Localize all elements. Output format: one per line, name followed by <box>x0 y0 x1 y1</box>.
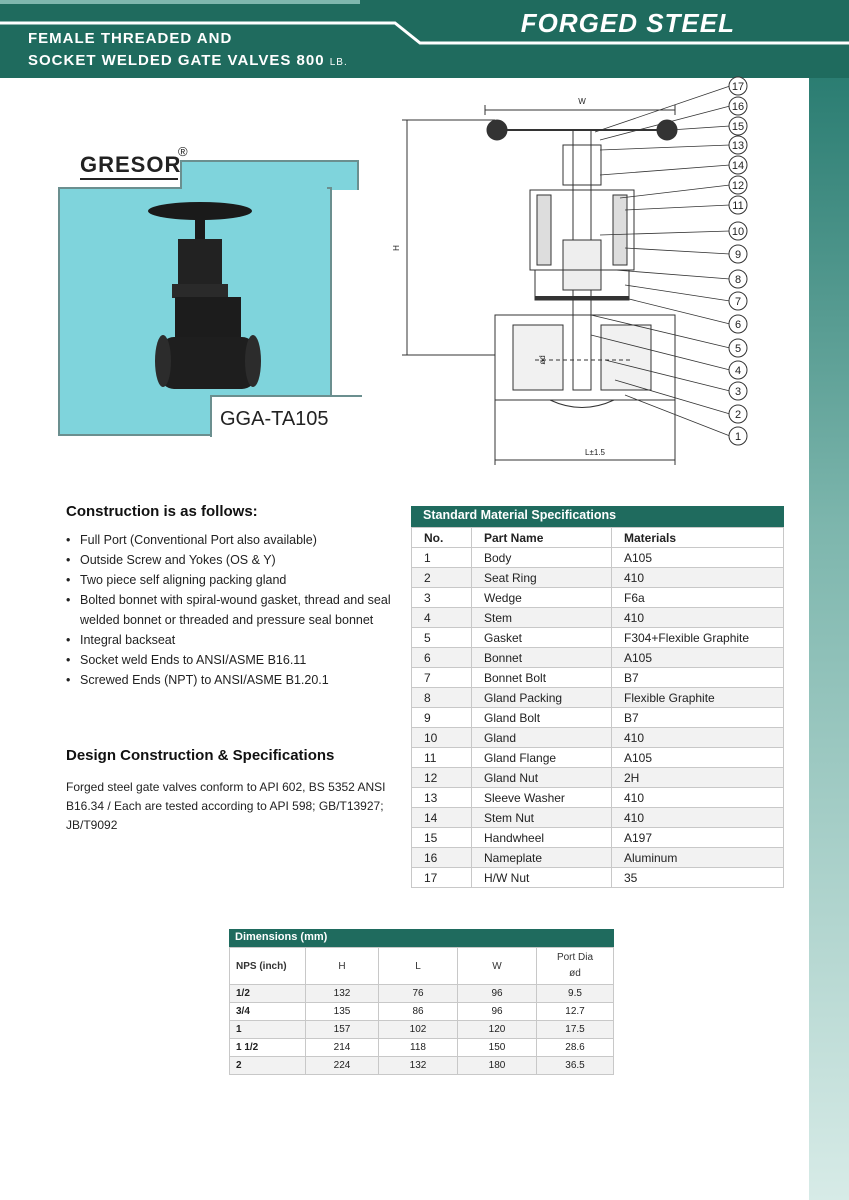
table-cell: 15 <box>412 828 472 848</box>
table-row <box>230 1057 614 1075</box>
table-cell: Gland Nut <box>472 768 612 788</box>
table-cell: B7 <box>612 668 784 688</box>
list-item: • Socket weld Ends to ANSI/ASME B16.11 <box>66 650 406 670</box>
table-cell: 9 <box>412 708 472 728</box>
table-cell: Flexible Graphite <box>612 688 784 708</box>
table-cell: 36.5 <box>537 1057 614 1075</box>
dim-label-h: H <box>392 245 401 251</box>
col-header-w: W <box>458 948 537 985</box>
table-cell: 2 <box>230 1057 306 1075</box>
table-cell: B7 <box>612 708 784 728</box>
table-cell: Gland Bolt <box>472 708 612 728</box>
table-cell: Sleeve Washer <box>472 788 612 808</box>
construction-list <box>66 530 406 690</box>
table-row <box>230 1021 614 1039</box>
table-cell: 1 1/2 <box>230 1039 306 1057</box>
callout-2: 2 <box>734 409 742 421</box>
table-cell: 12 <box>412 768 472 788</box>
col-header-material: Materials <box>612 528 784 548</box>
table-row <box>412 688 784 708</box>
callout-13: 13 <box>731 140 745 152</box>
list-item: • Integral backseat <box>66 630 406 650</box>
table-header-row <box>412 528 784 548</box>
material-table-title: Standard Material Specifications <box>411 506 784 527</box>
table-cell: 410 <box>612 808 784 828</box>
callout-7: 7 <box>734 296 742 308</box>
table-cell: 86 <box>379 1003 458 1021</box>
table-row <box>412 768 784 788</box>
table-cell: F6a <box>612 588 784 608</box>
brand-logo: GRESOR <box>80 152 182 177</box>
list-item: • Two piece self aligning packing gland <box>66 570 406 590</box>
header-line-2 <box>28 52 348 69</box>
side-gradient-bar <box>809 78 849 1200</box>
callout-9: 9 <box>734 249 742 261</box>
table-cell: 11 <box>412 748 472 768</box>
registered-mark: ® <box>178 144 188 159</box>
callout-16: 16 <box>731 101 745 113</box>
design-title: Design Construction & Specifications <box>66 747 335 764</box>
table-cell: 135 <box>306 1003 379 1021</box>
table-cell: 76 <box>379 985 458 1003</box>
table-cell: Body <box>472 548 612 568</box>
construction-title: Construction is as follows: <box>66 503 258 520</box>
table-cell: A105 <box>612 748 784 768</box>
col-header-nps: NPS (inch) <box>230 948 306 985</box>
col-header-no: No. <box>412 528 472 548</box>
model-label: GGA-TA105 <box>220 408 329 430</box>
table-cell: 17 <box>412 868 472 888</box>
table-cell: 410 <box>612 728 784 748</box>
page-title: FORGED STEEL <box>520 8 735 38</box>
table-row <box>412 708 784 728</box>
header-line-2-unit: LB. <box>329 57 348 68</box>
table-cell: A197 <box>612 828 784 848</box>
table-cell: 14 <box>412 808 472 828</box>
photo-tab-join <box>182 186 327 190</box>
callout-8: 8 <box>734 274 742 286</box>
col-header-part: Part Name <box>472 528 612 548</box>
valve-cross-section-diagram <box>385 70 805 470</box>
table-cell: 2 <box>412 568 472 588</box>
table-cell: Seat Ring <box>472 568 612 588</box>
material-table-body <box>412 548 784 888</box>
table-cell: Gland Packing <box>472 688 612 708</box>
table-row <box>412 588 784 608</box>
table-row <box>412 808 784 828</box>
header-line-1: FEMALE THREADED AND <box>28 30 233 47</box>
table-row <box>412 788 784 808</box>
table-cell: Gasket <box>472 628 612 648</box>
table-cell: Wedge <box>472 588 612 608</box>
table-cell: 96 <box>458 1003 537 1021</box>
table-row <box>412 568 784 588</box>
table-cell: 16 <box>412 848 472 868</box>
header-accent-line <box>0 0 360 4</box>
table-cell: 5 <box>412 628 472 648</box>
callout-1: 1 <box>734 431 742 443</box>
logo-underline <box>80 178 178 180</box>
list-item: • Outside Screw and Yokes (OS & Y) <box>66 550 406 570</box>
table-cell: 10 <box>412 728 472 748</box>
table-row <box>412 848 784 868</box>
dimensions-table <box>229 929 614 1075</box>
table-cell: 150 <box>458 1039 537 1057</box>
table-cell: 410 <box>612 788 784 808</box>
table-row <box>230 1039 614 1057</box>
table-cell: 410 <box>612 568 784 588</box>
table-cell: Gland Flange <box>472 748 612 768</box>
dim-label-d: ød <box>538 355 547 365</box>
port-dia-label: Port Dia <box>556 952 594 963</box>
table-cell: 102 <box>379 1021 458 1039</box>
table-cell: H/W Nut <box>472 868 612 888</box>
col-header-port-dia <box>537 948 614 985</box>
table-row <box>412 548 784 568</box>
table-cell: 3/4 <box>230 1003 306 1021</box>
col-header-h: H <box>306 948 379 985</box>
table-row <box>412 668 784 688</box>
table-cell: Stem Nut <box>472 808 612 828</box>
table-cell: 28.6 <box>537 1039 614 1057</box>
callout-5: 5 <box>734 343 742 355</box>
table-cell: 1/2 <box>230 985 306 1003</box>
table-row <box>412 648 784 668</box>
callout-15: 15 <box>731 121 745 133</box>
table-cell: 118 <box>379 1039 458 1057</box>
dimensions-table-title: Dimensions (mm) <box>229 929 614 947</box>
table-cell: 13 <box>412 788 472 808</box>
callout-6: 6 <box>734 319 742 331</box>
table-cell: 120 <box>458 1021 537 1039</box>
table-cell: 4 <box>412 608 472 628</box>
table-cell: Stem <box>472 608 612 628</box>
table-cell: 17.5 <box>537 1021 614 1039</box>
table-row <box>230 985 614 1003</box>
table-cell: 3 <box>412 588 472 608</box>
table-row <box>230 1003 614 1021</box>
port-dia-symbol: ød <box>569 968 581 979</box>
col-header-l: L <box>379 948 458 985</box>
table-cell: 8 <box>412 688 472 708</box>
table-cell: 214 <box>306 1039 379 1057</box>
list-item: • Full Port (Conventional Port also available) <box>66 530 406 550</box>
table-row <box>412 868 784 888</box>
table-cell: 6 <box>412 648 472 668</box>
dimensions-table-body <box>230 985 614 1075</box>
table-cell: 2H <box>612 768 784 788</box>
table-cell: Nameplate <box>472 848 612 868</box>
table-cell: 96 <box>458 985 537 1003</box>
table-cell: A105 <box>612 548 784 568</box>
callout-4: 4 <box>734 365 742 377</box>
callout-12: 12 <box>731 180 745 192</box>
table-cell: 35 <box>612 868 784 888</box>
callout-11: 11 <box>732 200 744 212</box>
table-row <box>412 728 784 748</box>
table-cell: Aluminum <box>612 848 784 868</box>
table-cell: 224 <box>306 1057 379 1075</box>
table-cell: 410 <box>612 608 784 628</box>
table-cell: Bonnet Bolt <box>472 668 612 688</box>
material-spec-table <box>411 506 784 888</box>
table-cell: 1 <box>412 548 472 568</box>
table-cell: 7 <box>412 668 472 688</box>
callout-3: 3 <box>734 386 742 398</box>
table-row <box>412 628 784 648</box>
design-text: Forged steel gate valves conform to API 602, BS 5352 ANSI B16.34 / Each are tested according to API 598; GB/T13927; JB/T9092 <box>66 780 386 832</box>
table-cell: 12.7 <box>537 1003 614 1021</box>
list-item: • Screwed Ends (NPT) to ANSI/ASME B1.20.1 <box>66 670 406 690</box>
list-item: • Bolted bonnet with spiral-wound gasket, thread and seal welded bonnet or threaded and pressure seal bonnet <box>66 590 406 630</box>
dim-label-w: W <box>578 97 586 106</box>
table-cell: 9.5 <box>537 985 614 1003</box>
table-cell: F304+Flexible Graphite <box>612 628 784 648</box>
table-cell: Gland <box>472 728 612 748</box>
callout-14: 14 <box>731 160 745 172</box>
table-cell: 180 <box>458 1057 537 1075</box>
table-row <box>412 608 784 628</box>
dim-label-l: L±1.5 <box>585 448 605 457</box>
table-row <box>412 828 784 848</box>
table-cell: 157 <box>306 1021 379 1039</box>
table-cell: 132 <box>379 1057 458 1075</box>
table-cell: 1 <box>230 1021 306 1039</box>
table-row <box>412 748 784 768</box>
header-line-2-text: SOCKET WELDED GATE VALVES 800 <box>28 52 325 69</box>
callout-10: 10 <box>731 226 745 238</box>
table-cell: 132 <box>306 985 379 1003</box>
table-cell: A105 <box>612 648 784 668</box>
table-header-row <box>230 948 614 985</box>
table-cell: Handwheel <box>472 828 612 848</box>
table-cell: Bonnet <box>472 648 612 668</box>
callout-17: 17 <box>731 81 745 93</box>
